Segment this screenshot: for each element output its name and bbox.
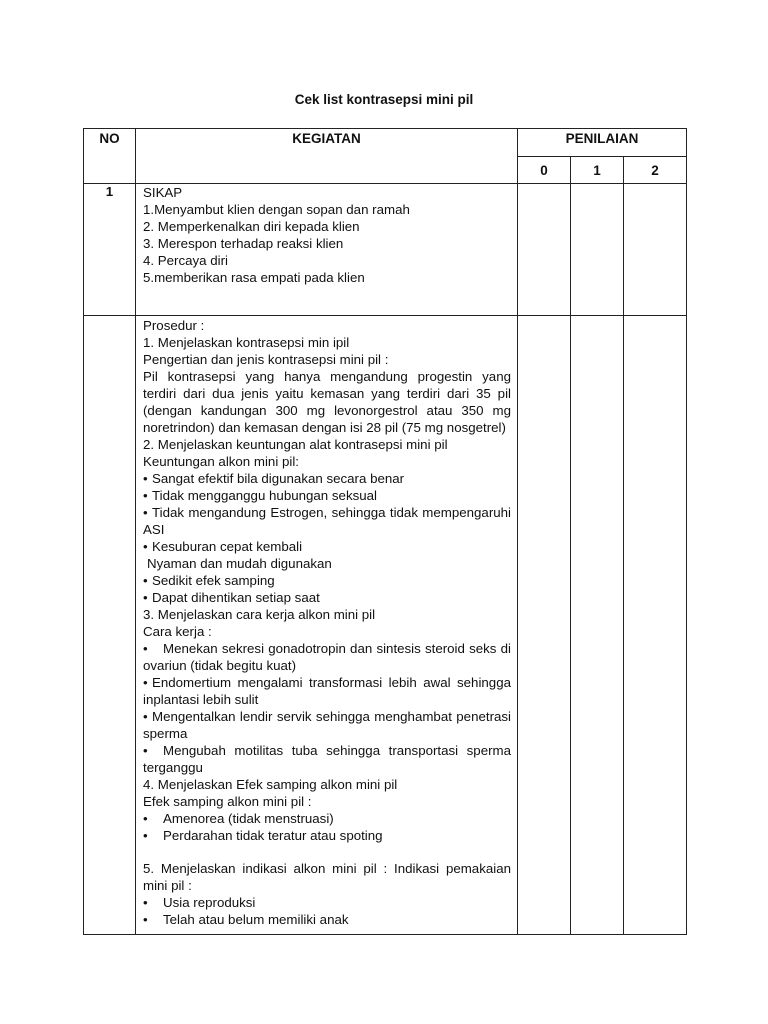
section-2-title: 2. Menjelaskan keuntungan alat kontrasepsi mini pil: [143, 437, 448, 452]
prosedur-heading: Prosedur :: [143, 318, 205, 333]
prosedur-cell: [136, 316, 518, 935]
list-item: 5.memberikan rasa empati pada klien: [143, 270, 365, 285]
score-cell-2[interactable]: [624, 316, 687, 935]
score-cell-1[interactable]: [571, 316, 624, 935]
list-item: • Kesuburan cepat kembali: [143, 538, 511, 555]
section-1-subtitle: Pengertian dan jenis kontrasepsi mini pil :: [143, 352, 389, 367]
score-1-header: 1: [571, 157, 624, 184]
list-item: Nyaman dan mudah digunakan: [147, 556, 332, 571]
document-title: Cek list kontrasepsi mini pil: [294, 92, 474, 107]
list-item: • Tidak mengganggu hubungan seksual: [143, 487, 511, 504]
score-2-header: 2: [624, 157, 687, 184]
score-cell-0[interactable]: [518, 184, 571, 316]
score-cell-2[interactable]: [624, 184, 687, 316]
list-item: • Mengentalkan lendir servik sehingga menghambat penetrasi sperma: [143, 708, 511, 742]
header-row: [84, 129, 687, 157]
col-no-header: NO: [84, 129, 136, 184]
list-item: • Telah atau belum memiliki anak: [143, 911, 511, 928]
list-item: 4. Percaya diri: [143, 253, 228, 268]
section-1-text: Pil kontrasepsi yang hanya mengandung progestin yang terdiri dari dua jenis yaitu kemasan yang terdiri dari 35 pil (dengan kandungan 300 mg levonorgestrol atau 350 mg noretrindon) dan kemasan dengan isi 28 pil (75 mg nosgetrel): [143, 369, 511, 435]
section-1-title: 1. Menjelaskan kontrasepsi min ipil: [143, 335, 350, 350]
col-kegiatan-header: KEGIATAN: [136, 129, 518, 184]
sikap-heading: SIKAP: [143, 185, 183, 200]
list-item: • Usia reproduksi: [143, 894, 511, 911]
row-number-empty: [84, 316, 136, 935]
list-item: 2. Memperkenalkan diri kepada klien: [143, 219, 360, 234]
section-3-title: 3. Menjelaskan cara kerja alkon mini pil: [143, 607, 376, 622]
list-item: • Sangat efektif bila digunakan secara benar: [143, 470, 511, 487]
list-item: • Menekan sekresi gonadotropin dan sintesis steroid seks di ovariun (tidak begitu kuat): [143, 640, 511, 674]
score-cell-0[interactable]: [518, 316, 571, 935]
list-item: 3. Merespon terhadap reaksi klien: [143, 236, 344, 251]
list-item: • Dapat dihentikan setiap saat: [143, 589, 511, 606]
table-row-prosedur: [84, 316, 687, 935]
section-4-subtitle: Efek samping alkon mini pil :: [143, 794, 312, 809]
list-item: • Tidak mengandung Estrogen, sehingga tidak mempengaruhi ASI: [143, 504, 511, 538]
list-item: • Amenorea (tidak menstruasi): [143, 810, 511, 827]
table-row-sikap: [84, 184, 687, 316]
list-item: • Perdarahan tidak teratur atau spoting: [143, 827, 511, 844]
sikap-cell: [136, 184, 518, 316]
list-item: 1.Menyambut klien dengan sopan dan ramah: [143, 202, 410, 217]
row-number: 1: [84, 184, 136, 316]
section-2-subtitle: Keuntungan alkon mini pil:: [143, 454, 299, 469]
score-cell-1[interactable]: [571, 184, 624, 316]
spacer: [143, 844, 511, 860]
col-penilaian-header: PENILAIAN: [518, 129, 687, 157]
score-0-header: 0: [518, 157, 571, 184]
list-item: • Sedikit efek samping: [143, 572, 511, 589]
section-4-title: 4. Menjelaskan Efek samping alkon mini pil: [143, 777, 398, 792]
section-5-title: 5. Menjelaskan indikasi alkon mini pil : Indikasi pemakaian mini pil :: [143, 861, 511, 893]
section-3-subtitle: Cara kerja :: [143, 624, 212, 639]
checklist-table: [83, 128, 687, 935]
list-item: • Mengubah motilitas tuba sehingga transportasi sperma terganggu: [143, 742, 511, 776]
list-item: • Endomertium mengalami transformasi lebih awal sehingga inplantasi lebih sulit: [143, 674, 511, 708]
